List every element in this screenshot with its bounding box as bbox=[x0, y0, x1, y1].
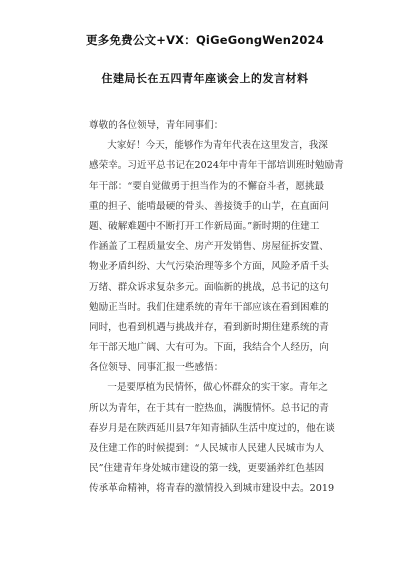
document-title: 住建局长在五四青年座谈会上的发言材料 bbox=[101, 72, 309, 85]
paragraph-line: 物业矛盾纠纷、大气污染治理等多个方面，风险矛盾千头 bbox=[89, 261, 329, 273]
paragraph-line: 重的担子、能啃最硬的骨头、善接烫手的山芋，在直面问 bbox=[89, 200, 329, 212]
paragraph-line: 作涵盖了工程质量安全、房产开发销售、房屋征拆安置、 bbox=[89, 241, 329, 253]
paragraph-line: 勉励正当时。我们住建系统的青年干部应该在看到困难的 bbox=[89, 301, 329, 313]
paragraph-line: 大家好！今天，能够作为青年代表在这里发言，我深 bbox=[107, 140, 328, 152]
paragraph-line: 万绪、群众诉求复杂多元。面临新的挑战，总书记的这句 bbox=[89, 281, 329, 293]
paragraph-line: 春岁月是在陕西延川县7年知青插队生活中度过的，他在谈 bbox=[89, 422, 335, 434]
paragraph-point-one bbox=[89, 378, 345, 499]
paragraph-line: 民”住建青年身处城市建设的第一线，更要涵养红色基因 bbox=[89, 463, 325, 475]
paragraph-line: 各位领导、同事汇报一些感悟： bbox=[89, 362, 224, 374]
paragraph-line: 感荣幸。习近平总书记在2024年中青年干部培训班时勉励青 bbox=[89, 160, 344, 172]
watermark-header: 更多免费公文+VX：QiGeGongWen2024 bbox=[86, 33, 324, 47]
document-body bbox=[89, 116, 345, 500]
paragraph-line: 所以为青年，在于其有一腔热血，满腹情怀。总书记的青 bbox=[89, 402, 329, 414]
paragraph-line: 题、破解难题中不断打开工作新局面。”新时期的住建工 bbox=[89, 220, 320, 232]
paragraph-line: 同时，也看到机遇与挑战并存，看到新时期住建系统的青 bbox=[89, 321, 329, 333]
paragraph-line: 年干部：“要自觉做勇于担当作为的不懈奋斗者，愿挑最 bbox=[89, 180, 325, 192]
paragraph-line: 传承革命精神，将青春的激情投入到城市建设中去。2019 bbox=[89, 483, 335, 495]
paragraph-line: 及住建工作的时候提到：“人民城市人民建人民城市为人 bbox=[89, 443, 325, 454]
paragraph-line: 年干部天地广阔、大有可为。下面，我结合个人经历，向 bbox=[89, 342, 329, 354]
paragraph-line: 一是要厚植为民情怀，做心怀群众的实干家。青年之 bbox=[107, 382, 328, 394]
paragraph-intro bbox=[89, 136, 345, 378]
salutation: 尊敬的各位领导，青年同事们： bbox=[89, 120, 224, 131]
